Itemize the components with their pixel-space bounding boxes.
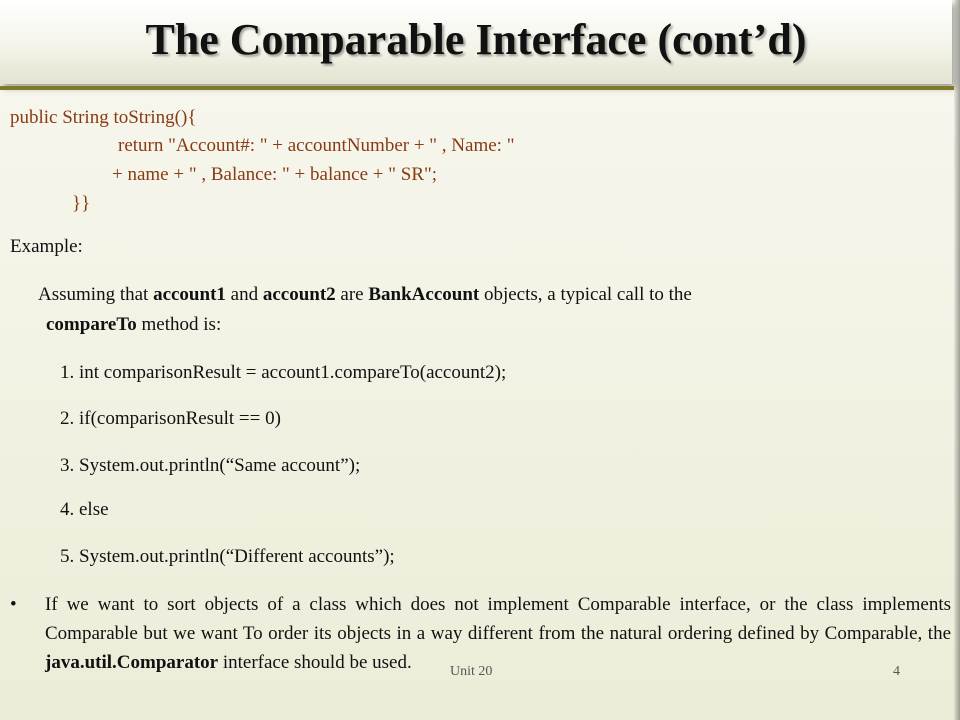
intro-text: objects, a typical call to the: [479, 284, 692, 305]
code-line-2: return "Account#: " + accountNumber + " , Name: ": [118, 135, 515, 156]
bullet-paragraph: [45, 590, 951, 677]
intro-text: method is:: [136, 314, 222, 335]
code-line-3: + name + " , Balance: " + balance + " SR";: [112, 164, 438, 185]
intro-line-2: [46, 314, 221, 336]
title-divider: [0, 86, 954, 90]
example-label: Example:: [10, 236, 83, 257]
intro-text: and: [225, 284, 263, 305]
bullet-comparator: java.util.Comparator: [45, 652, 219, 673]
code-line-4: }}: [72, 193, 91, 214]
step-1: 1. int comparisonResult = account1.compareTo(account2);: [60, 362, 507, 383]
slide-edge-shadow: [954, 0, 960, 720]
intro-line-1: [38, 284, 692, 306]
footer-page-number: 4: [893, 664, 900, 679]
bullet-text: If we want to sort objects of a class which does not implement Comparable interface, or the class implements Comparable but we want To order its objects in a way different from the natural ordering defined by Comparable, the: [45, 594, 951, 644]
bullet-text-end: interface should be used.: [218, 652, 412, 673]
step-5: 5. System.out.println(“Different accounts”);: [60, 546, 395, 567]
step-3: 3. System.out.println(“Same account”);: [60, 455, 361, 476]
step-4: 4. else: [60, 499, 109, 520]
intro-account1: account1: [153, 284, 226, 305]
slide-title: The Comparable Interface (cont’d): [145, 15, 807, 64]
footer-unit: Unit 20: [450, 664, 493, 679]
step-2: 2. if(comparisonResult == 0): [60, 408, 281, 429]
intro-account2: account2: [262, 284, 336, 305]
code-line-1: public String toString(){: [10, 107, 197, 128]
intro-bankaccount: BankAccount: [368, 284, 480, 305]
intro-text: Assuming that: [38, 284, 154, 305]
intro-compareto: compareTo: [46, 314, 137, 335]
title-band: [0, 0, 952, 84]
intro-text: are: [335, 284, 369, 305]
bullet-marker: •: [10, 594, 17, 615]
